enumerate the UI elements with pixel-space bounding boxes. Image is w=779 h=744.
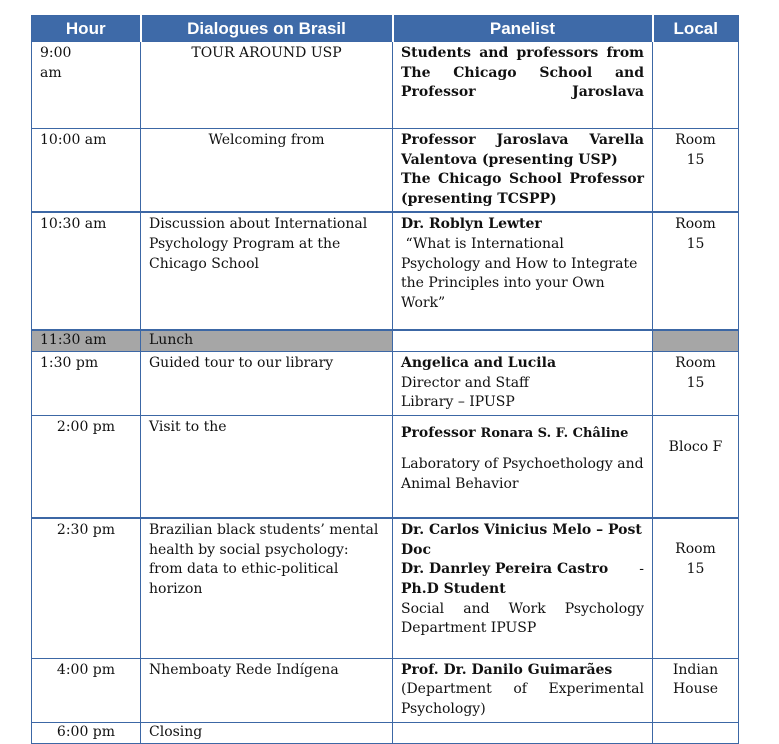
table-row	[32, 212, 739, 330]
panelist-cell: Professor Ronara S. F. Châline Laboratory of Psychoethology and Animal Behavior	[393, 415, 653, 518]
panelist-cell: Angelica and Lucila Director and Staff Library – IPUSP	[393, 351, 653, 415]
header-row	[32, 16, 739, 42]
hour-cell: 6:00 pm	[32, 722, 141, 743]
header-dialogues: Dialogues on Brasil	[141, 16, 393, 42]
header-hour: Hour	[32, 16, 141, 42]
table-row	[32, 351, 739, 415]
activity-cell: TOUR AROUND USP	[141, 42, 393, 129]
activity-cell: Visit to the	[141, 415, 393, 518]
hour-cell: 4:00 pm	[32, 658, 141, 722]
panelist-cell: Prof. Dr. Danilo Guimarães (Department of Experimental Psychology)	[393, 658, 653, 722]
local-cell	[653, 722, 739, 743]
local-cell	[653, 42, 739, 129]
header-local: Local	[653, 16, 739, 42]
activity-cell: Nhemboaty Rede Indígena	[141, 658, 393, 722]
panelist-cell	[393, 330, 653, 351]
local-cell	[653, 330, 739, 351]
panelist-cell	[393, 722, 653, 743]
hour-cell: 2:00 pm	[32, 415, 141, 518]
panelist-cell: Professor Jaroslava Varella Valentova (presenting USP) The Chicago School Professor (presenting TCSPP)	[393, 129, 653, 213]
hour-cell: 2:30 pm	[32, 518, 141, 658]
table-row	[32, 42, 739, 129]
table-row	[32, 129, 739, 213]
activity-cell: Lunch	[141, 330, 393, 351]
hour-cell: 11:30 am	[32, 330, 141, 351]
header-panelist: Panelist	[393, 16, 653, 42]
hour-cell: 10:00 am	[32, 129, 141, 213]
panelist-cell: Dr. Carlos Vinicius Melo – Post Doc Dr. Danrley Pereira Castro - Ph.D Student Social and Work Psychology Department IPUSP	[393, 518, 653, 658]
local-cell: Room 15	[653, 212, 739, 330]
panelist-cell: Dr. Roblyn Lewter “What is International Psychology and How to Integrate the Principles into your Own Work”	[393, 212, 653, 330]
local-cell: Room 15	[653, 351, 739, 415]
table-row	[32, 722, 739, 743]
activity-cell: Brazilian black students’ mental health by social psychology: from data to ethic-political horizon	[141, 518, 393, 658]
hour-cell: 1:30 pm	[32, 351, 141, 415]
table-row-lunch	[32, 330, 739, 351]
hour-cell: 10:30 am	[32, 212, 141, 330]
table-row	[32, 415, 739, 518]
panelist-cell: Students and professors from The Chicago School and Professor Jaroslava	[393, 42, 653, 129]
activity-cell: Welcoming from	[141, 129, 393, 213]
activity-cell: Closing	[141, 722, 393, 743]
local-cell: Bloco F	[653, 415, 739, 518]
activity-cell: Discussion about International Psychology Program at the Chicago School	[141, 212, 393, 330]
local-cell: Indian House	[653, 658, 739, 722]
activity-cell: Guided tour to our library	[141, 351, 393, 415]
local-cell: Room 15	[653, 129, 739, 213]
table-row	[32, 658, 739, 722]
table-row	[32, 518, 739, 658]
local-cell: Room 15	[653, 518, 739, 658]
hour-cell: 9:00 am	[32, 42, 141, 129]
schedule-table	[31, 15, 739, 744]
